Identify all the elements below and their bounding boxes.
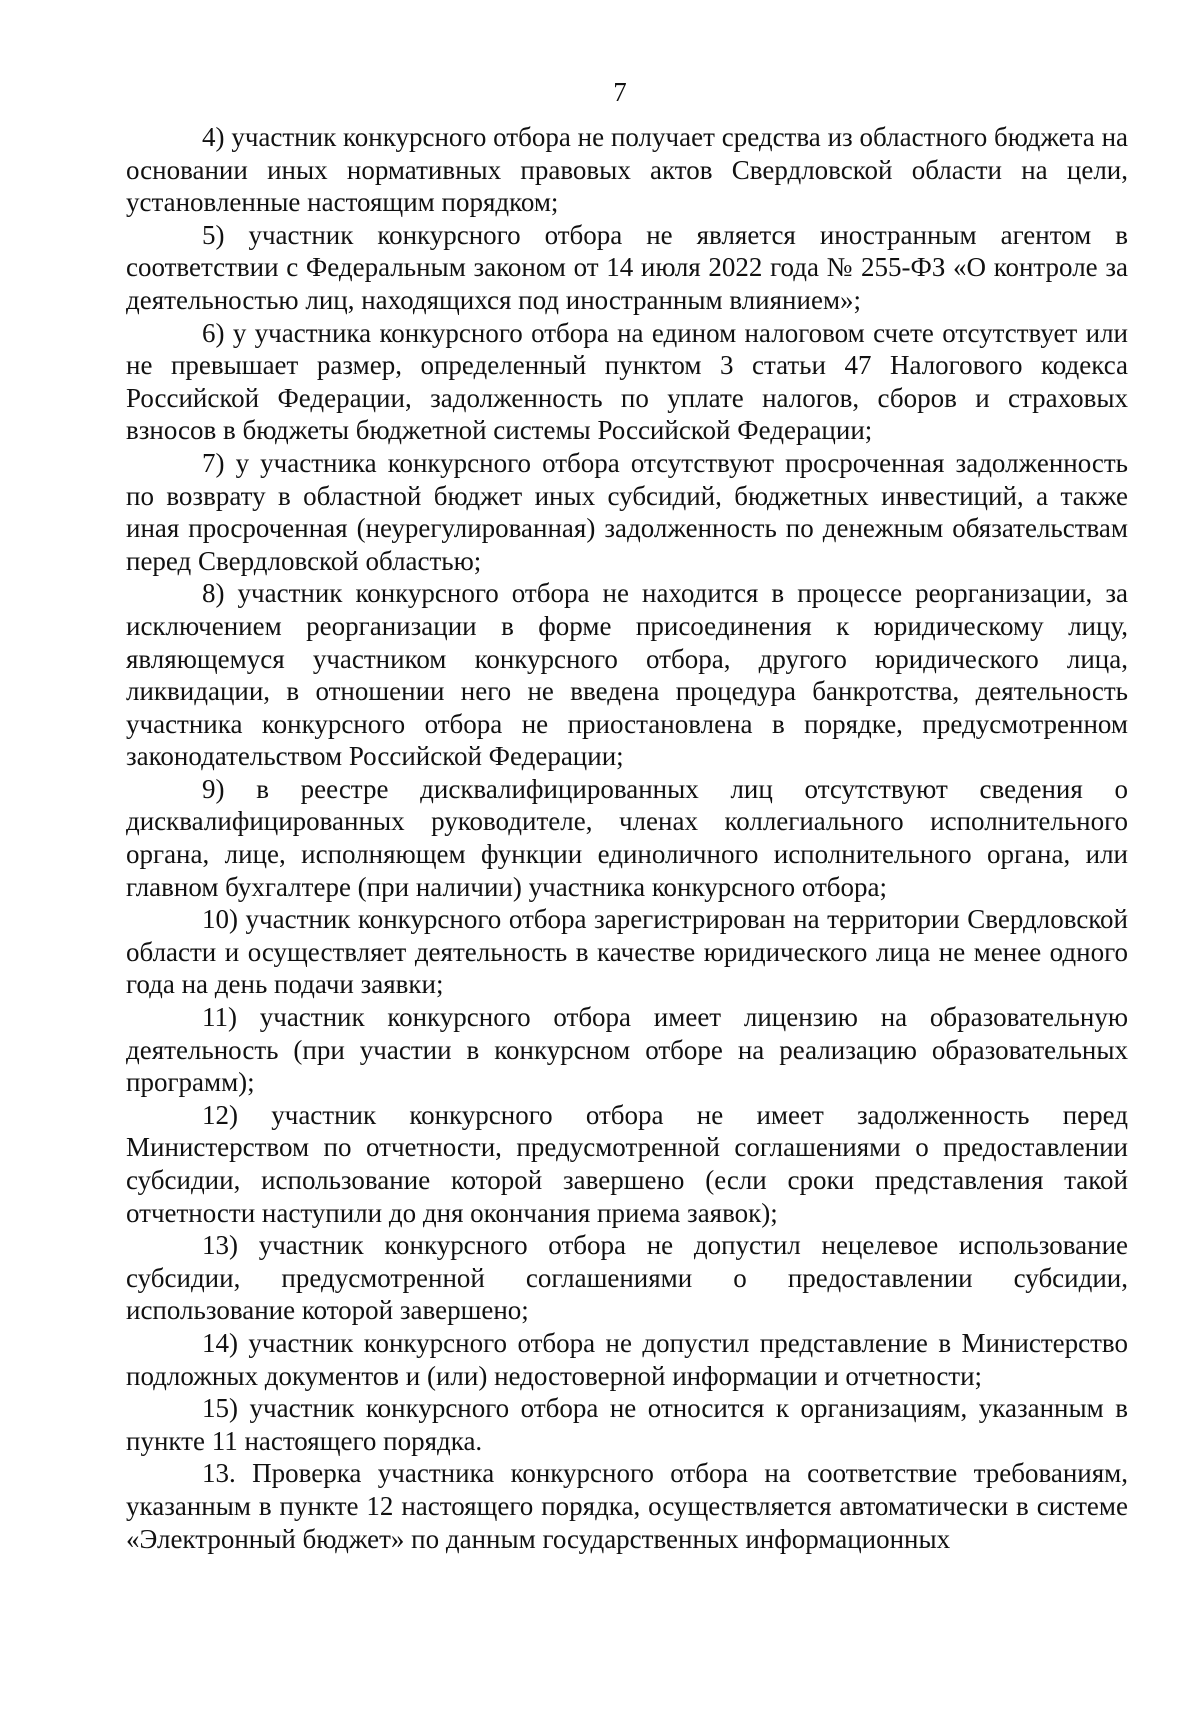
paragraph-item-4: 4) участник конкурсного отбора не получает средства из областного бюджета на основании иных нормативных правовых актов Свердловской области на цели, установленные настоящим порядком; xyxy=(126,122,1128,218)
paragraph-item-10: 10) участник конкурсного отбора зарегистрирован на территории Свердловской области и осуществляет деятельность в качестве юридического лица не менее одного года на день подачи заявки; xyxy=(126,904,1128,1000)
paragraph-item-15: 15) участник конкурсного отбора не относится к организациям, указанным в пункте 11 настоящего порядка. xyxy=(126,1393,1128,1456)
paragraph-item-11: 11) участник конкурсного отбора имеет лицензию на образовательную деятельность (при участии в конкурсном отборе на реализацию образовательных программ); xyxy=(126,1002,1128,1098)
paragraph-item-5: 5) участник конкурсного отбора не является иностранным агентом в соответствии с Федеральным законом от 14 июля 2022 года № 255-ФЗ «О контроле за деятельностью лиц, находящихся под иностранным влиянием»; xyxy=(126,219,1128,315)
document-body xyxy=(126,121,1128,1555)
paragraph-item-9: 9) в реестре дисквалифицированных лиц отсутствуют сведения о дисквалифицированных руководителе, членах коллегиального исполнительного органа, лице, исполняющем функции единоличного исполнительного органа, или главном бухгалтере (при наличии) участника конкурсного отбора; xyxy=(126,773,1128,902)
paragraph-item-12: 12) участник конкурсного отбора не имеет задолженность перед Министерством по отчетности, предусмотренной соглашениями о предоставлении субсидии, использование которой завершено (если сроки представления такой отчетности наступили до дня окончания приема заявок); xyxy=(126,1099,1128,1228)
paragraph-item-13: 13) участник конкурсного отбора не допустил нецелевое использование субсидии, предусмотренной соглашениями о предоставлении субсидии, использование которой завершено; xyxy=(126,1230,1128,1326)
paragraph-item-14: 14) участник конкурсного отбора не допустил представление в Министерство подложных документов и (или) недостоверной информации и отчетности; xyxy=(126,1327,1128,1391)
paragraph-item-7: 7) у участника конкурсного отбора отсутствуют просроченная задолженность по возврату в областной бюджет иных субсидий, бюджетных инвестиций, а также иная просроченная (неурегулированная) задолженность по денежным обязательствам перед Свердловской областью; xyxy=(126,447,1128,576)
paragraph-item-6: 6) у участника конкурсного отбора на едином налоговом счете отсутствует или не превышает размер, определенный пунктом 3 статьи 47 Налогового кодекса Российской Федерации, задолженность по уплате налогов, сборов и страховых взносов в бюджеты бюджетной системы Российской Федерации; xyxy=(126,317,1128,446)
paragraph-section-13: 13. Проверка участника конкурсного отбора на соответствие требованиям, указанным в пункте 12 настоящего порядка, осуществляется автоматически в системе «Электронный бюджет» по данным государственных информационных xyxy=(126,1458,1128,1554)
paragraph-item-8: 8) участник конкурсного отбора не находится в процессе реорганизации, за исключением реорганизации в форме присоединения к юридическому лицу, являющемуся участником конкурсного отбора, другого юридического лица, ликвидации, в отношении него не введена процедура банкротства, деятельность участника конкурсного отбора не приостановлена в порядке, предусмотренном законодательством Российской Федерации; xyxy=(126,578,1128,772)
page-number: 7 xyxy=(613,77,627,107)
